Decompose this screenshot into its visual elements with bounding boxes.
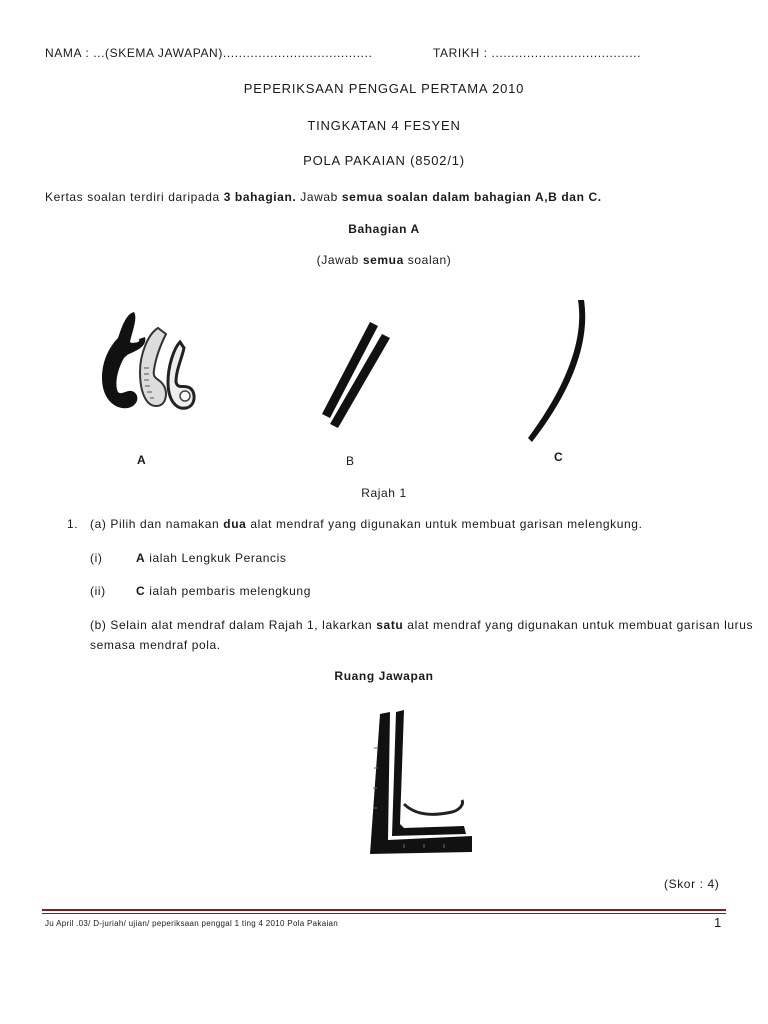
tarikh-field: TARIKH : ...................................... (433, 46, 642, 60)
section-note-suffix: soalan) (403, 253, 452, 267)
question-1b-bold: satu (376, 618, 404, 632)
answer-space-heading (0, 669, 768, 683)
page-number: 1 (714, 915, 722, 930)
french-curve-illustration (96, 308, 198, 414)
question-1b-prefix: (b) Selain alat mendraf dalam Rajah 1, lakarkan (90, 618, 377, 632)
section-heading-text: Bahagian A (348, 222, 420, 236)
question-1b-suffix: alat mendraf yang digunakan untuk membuat garisan lurus (403, 618, 754, 632)
footer-rule (42, 909, 726, 911)
answer-i-text: ialah Lengkuk Perancis (145, 551, 287, 565)
footer-path: Ju April .03/ D-juriah/ ujian/ peperiksaan penggal 1 ting 4 2010 Pola Pakaian (45, 919, 339, 928)
question-1b (90, 618, 753, 632)
section-heading (0, 222, 768, 236)
footer-rule-thin (42, 913, 726, 914)
question-1b-line2: semasa mendraf pola. (90, 638, 221, 652)
section-note (0, 253, 768, 267)
figure-label-a: A (137, 453, 147, 467)
answer-space-heading-text: Ruang Jawapan (334, 669, 434, 683)
exam-title: PEPERIKSAAN PENGGAL PERTAMA 2010 (243, 81, 525, 96)
question-1a-suffix: alat mendraf yang digunakan untuk membuat garisan melengkung. (246, 517, 643, 531)
question-1a (90, 517, 643, 531)
figure-caption: Rajah 1 (361, 486, 407, 500)
l-square-sketch (364, 708, 476, 858)
figure-label-c: C (554, 450, 564, 464)
instructions-bold: semua soalan dalam bahagian A,B dan C. (341, 190, 602, 204)
answer-i-number: (i) (90, 551, 103, 565)
answer-i-bold: A (136, 551, 146, 565)
instructions (45, 190, 602, 204)
answer-ii-bold: C (136, 584, 146, 598)
section-note-prefix: (Jawab (316, 253, 363, 267)
subject-title: POLA PAKAIAN (8502/1) (303, 153, 465, 168)
answer-ii-text: ialah pembaris melengkung (145, 584, 311, 598)
figure-label-b: B (346, 454, 355, 468)
straight-ruler-illustration (318, 320, 392, 430)
nama-field: NAMA : ...(SKEMA JAWAPAN)...................................... (45, 46, 373, 60)
question-number: 1. (67, 517, 79, 531)
answer-i (136, 551, 287, 565)
instructions-prefix: Kertas soalan terdiri daripada (45, 190, 224, 204)
answer-ii-number: (ii) (90, 584, 106, 598)
form-title: TINGKATAN 4 FESYEN (307, 118, 461, 133)
instructions-middle: Jawab (296, 190, 342, 204)
question-1a-prefix: (a) Pilih dan namakan (90, 517, 224, 531)
curved-ruler-illustration (520, 298, 592, 444)
score: (Skor : 4) (664, 877, 720, 891)
section-note-bold: semua (362, 253, 404, 267)
instructions-count: 3 bahagian. (223, 190, 297, 204)
question-1a-bold: dua (223, 517, 247, 531)
answer-ii (136, 584, 311, 598)
